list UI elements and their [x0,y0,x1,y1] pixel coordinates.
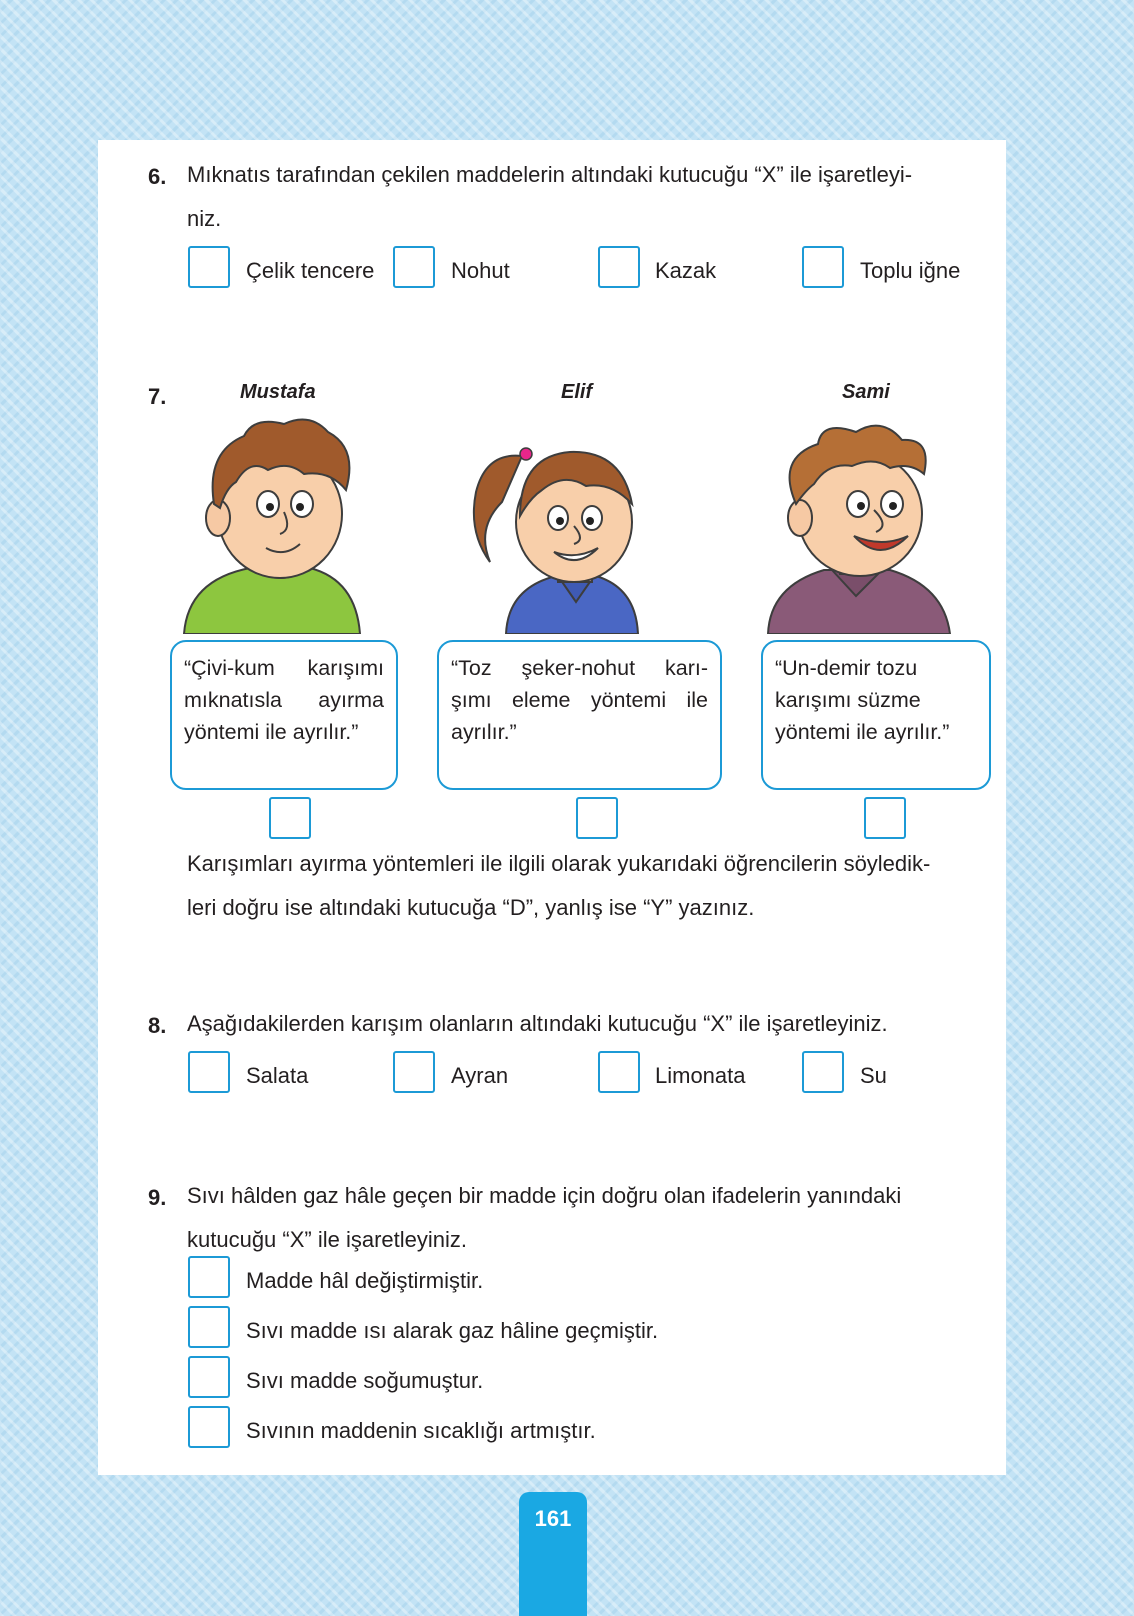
q9-checkbox-1[interactable] [188,1256,230,1298]
question-7-instruction-line-2: leri doğru ise altındaki kutucuğa “D”, yanlış ise “Y” yazınız. [187,895,755,920]
q6-option-1: Çelik tencere [246,258,375,283]
bubble-elif-line-3: ayrılır.” [451,720,517,744]
question-6-number: 6. [148,164,167,189]
question-6-line-2: niz. [187,206,222,231]
q9-checkbox-3[interactable] [188,1356,230,1398]
page-number-tab [519,1492,587,1616]
question-6-text [187,153,972,241]
q7-answer-box-elif[interactable] [576,797,618,839]
speech-bubble-elif [437,640,722,790]
q8-option-4: Su [860,1063,887,1088]
student-name-sami: Sami [842,381,890,403]
q9-checkbox-4[interactable] [188,1406,230,1448]
question-9-line-2: kutucuğu “X” ile işaretleyiniz. [187,1227,468,1252]
q6-checkbox-4[interactable] [802,246,844,288]
q8-option-2: Ayran [451,1063,509,1088]
bubble-elif-line-2: şımı eleme yöntemi ile [451,688,708,712]
bubble-mustafa-line-3: yöntemi ile ayrılır.” [184,720,359,744]
question-7-number: 7. [148,384,167,409]
q8-option-3: Limonata [655,1063,746,1088]
q9-option-2: Sıvı madde ısı alarak gaz hâline geçmiştir. [246,1318,659,1343]
question-7-instruction [187,842,987,930]
q8-checkbox-2[interactable] [393,1051,435,1093]
q9-checkbox-2[interactable] [188,1306,230,1348]
question-9-number: 9. [148,1185,167,1210]
q6-checkbox-2[interactable] [393,246,435,288]
question-8-number: 8. [148,1013,167,1038]
elif-illustration [446,432,666,634]
q8-checkbox-4[interactable] [802,1051,844,1093]
q6-option-4: Toplu iğne [860,258,961,283]
student-name-mustafa: Mustafa [240,381,316,403]
question-8-text: Aşağıdakilerden karışım olanların altındaki kutucuğu “X” ile işaretleyiniz. [187,1011,888,1036]
question-6-line-1: Mıknatıs tarafından çekilen maddelerin altındaki kutucuğu “X” ile işaretleyi- [187,162,913,187]
q9-option-3: Sıvı madde soğumuştur. [246,1368,484,1393]
sami-illustration [762,418,962,634]
question-9-text [187,1174,987,1262]
bubble-mustafa-line-1: “Çivi-kum karışımı [184,656,384,680]
q6-checkbox-3[interactable] [598,246,640,288]
q6-option-2: Nohut [451,258,510,283]
q8-option-1: Salata [246,1063,309,1088]
q7-answer-box-sami[interactable] [864,797,906,839]
q8-checkbox-3[interactable] [598,1051,640,1093]
page-number: 161 [534,1506,572,1531]
question-7-instruction-line-1: Karışımları ayırma yöntemleri ile ilgili olarak yukarıdaki öğrencilerin söyledik- [187,851,931,876]
bubble-sami-line-1: “Un-demir tozu [775,656,918,680]
bubble-elif-line-1: “Toz şeker-nohut karı- [451,656,708,680]
bubble-mustafa-line-2: mıknatısla ayırma [184,688,384,712]
student-name-elif: Elif [561,381,593,403]
mustafa-illustration [180,412,380,634]
q9-option-4: Sıvının maddenin sıcaklığı artmıştır. [246,1418,596,1443]
q8-checkbox-1[interactable] [188,1051,230,1093]
q7-answer-box-mustafa[interactable] [269,797,311,839]
q9-option-1: Madde hâl değiştirmiştir. [246,1268,484,1293]
speech-bubble-sami [761,640,991,790]
bubble-sami-line-3: yöntemi ile ayrılır.” [775,720,950,744]
question-9-line-1: Sıvı hâlden gaz hâle geçen bir madde için doğru olan ifadelerin yanındaki [187,1183,902,1208]
q6-option-3: Kazak [655,258,717,283]
speech-bubble-mustafa [170,640,398,790]
bubble-sami-line-2: karışımı süzme [775,688,921,712]
q6-checkbox-1[interactable] [188,246,230,288]
